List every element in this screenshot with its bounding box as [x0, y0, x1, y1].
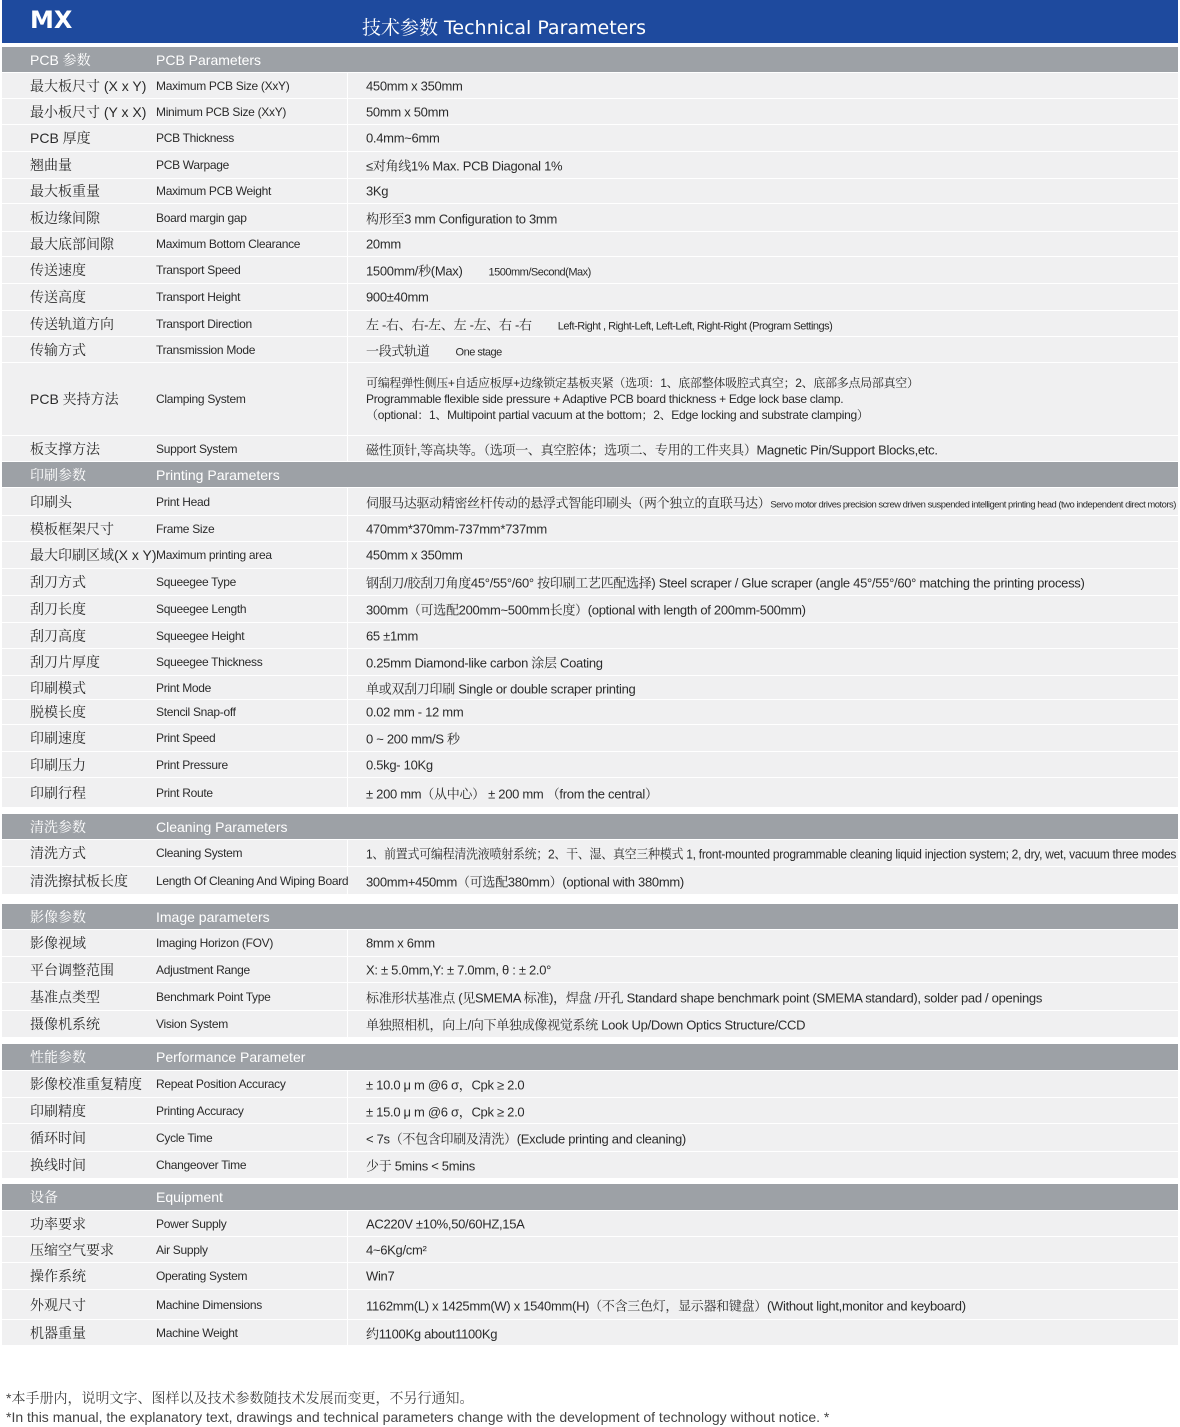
column-divider	[347, 649, 348, 675]
parameter-value	[366, 729, 460, 748]
value-text: 300mm+450mm（可选配380mm）(optional with 380mm)	[366, 874, 684, 889]
column-divider	[347, 676, 348, 699]
value-text: 0 ~ 200 mm/S 秒	[366, 731, 460, 747]
section-title-cn: 印刷参数	[30, 466, 86, 483]
parameter-value	[366, 871, 684, 890]
column-divider	[347, 363, 348, 435]
parameter-name-cn: 刮刀长度	[30, 601, 86, 617]
parameter-name-cn: 机器重量	[30, 1324, 86, 1341]
parameter-name-cn: 传送高度	[30, 289, 86, 305]
parameter-name-cn: 板边缘间隙	[30, 209, 100, 226]
parameter-name-cn: 印刷压力	[30, 756, 86, 773]
value-text: 450mm x 350mm	[366, 547, 463, 563]
parameter-value	[366, 1156, 475, 1175]
value-text: 钢刮刀/胶刮刀角度45°/55°/60° 按印刷工艺匹配选择) Steel scraper / Glue scraper (angle 45°/55°/60° matching the printing process)	[366, 575, 1085, 591]
value-text: 65 ±1mm	[366, 628, 418, 643]
value-text: Win7	[366, 1268, 395, 1284]
table-row	[2, 867, 1178, 894]
parameter-name-cn: 基准点类型	[30, 988, 100, 1005]
table-row	[2, 840, 1178, 866]
table-row	[2, 676, 1178, 699]
value-text: 左 -右、右-左、左 -左、右 -右	[366, 317, 532, 332]
table-row	[2, 957, 1178, 982]
section-header	[2, 47, 1178, 72]
section-title-en: Printing Parameters	[156, 466, 280, 483]
table-row	[2, 1211, 1178, 1236]
section-title-cn: 性能参数	[30, 1049, 86, 1065]
value-subtext: Servo motor drives precision screw driven suspended intelligent printing head (two independent direct motors)	[770, 499, 1176, 510]
value-subtext: 1500mm/Second(Max)	[488, 266, 591, 279]
parameter-value	[366, 1295, 966, 1314]
column-divider	[347, 1320, 348, 1345]
column-divider	[347, 596, 348, 622]
column-divider	[347, 623, 348, 648]
value-text: 单或双刮刀印刷 Single or double scraper printing	[366, 681, 636, 696]
parameter-name-cn: 压缩空气要求	[30, 1241, 114, 1258]
parameter-name-en: Support System	[156, 441, 238, 456]
value-line: （optional：1、Multipoint partial vacuum at the bottom；2、Edge locking and substrate clamping）	[366, 408, 869, 422]
parameter-value	[366, 844, 1176, 863]
column-divider	[347, 257, 348, 283]
table-row	[2, 99, 1178, 124]
column-divider	[347, 125, 348, 151]
parameter-value	[366, 653, 603, 672]
table-row	[2, 1263, 1178, 1289]
table-row	[2, 204, 1178, 231]
value-text: 磁性顶针,等高块等。（选项一、真空腔体；选项二、专用的工件夹具）Magnetic Pin/Support Blocks,etc.	[366, 442, 938, 457]
column-divider	[347, 983, 348, 1010]
value-text: 900±40mm	[366, 289, 429, 305]
parameter-name-cn: 最大板重量	[30, 183, 100, 199]
table-row	[2, 436, 1178, 461]
value-text: 0.25mm Diamond-like carbon 涂层 Coating	[366, 655, 603, 671]
column-divider	[347, 930, 348, 956]
parameter-name-cn: 清洗方式	[30, 845, 86, 861]
parameter-name-cn: 清洗擦拭板长度	[30, 872, 128, 889]
parameter-name-en: Transport Direction	[156, 316, 252, 331]
parameter-name-cn: 摄像机系统	[30, 1016, 100, 1032]
column-divider	[347, 1263, 348, 1289]
value-text: ± 200 mm（从中心） ± 200 mm （from the central）	[366, 786, 658, 801]
section-title-cn: PCB 参数	[30, 51, 91, 68]
parameter-name-cn: 传送轨道方向	[30, 315, 114, 332]
parameter-name-en: Repeat Position Accuracy	[156, 1077, 286, 1091]
table-row	[2, 1320, 1178, 1345]
value-text: ± 15.0 μ m @6 σ，Cpk ≥ 2.0	[366, 1104, 525, 1119]
table-row	[2, 1152, 1178, 1178]
table-row	[2, 363, 1178, 435]
table-row	[2, 1071, 1178, 1097]
parameter-value	[366, 237, 401, 252]
parameter-name-en: Board margin gap	[156, 210, 247, 225]
section-title-en: PCB Parameters	[156, 51, 262, 68]
table-row	[2, 569, 1178, 595]
parameter-name-en: Print Head	[156, 494, 210, 509]
parameter-name-en: Transport Height	[156, 290, 241, 304]
parameter-name-en: Stencil Snap-off	[156, 705, 236, 719]
column-divider	[347, 488, 348, 515]
value-text: AC220V ±10%,50/60HZ,15A	[366, 1216, 525, 1231]
parameter-name-en: Benchmark Point Type	[156, 989, 271, 1004]
table-row	[2, 596, 1178, 622]
parameter-name-cn: 脱模长度	[30, 704, 86, 720]
parameter-name-cn: 刮刀方式	[30, 574, 86, 590]
parameter-name-en: Squeegee Length	[156, 602, 247, 616]
title-bar	[2, 0, 1178, 43]
table-row	[2, 1098, 1178, 1123]
section-title-en: Performance Parameter	[156, 1049, 306, 1065]
value-text: 0.4mm~6mm	[366, 130, 440, 146]
column-divider	[347, 1152, 348, 1178]
column-divider	[347, 311, 348, 336]
value-text: 0.02 mm - 12 mm	[366, 704, 464, 720]
table-row	[2, 1011, 1178, 1037]
table-row	[2, 284, 1178, 310]
parameter-value	[366, 208, 557, 227]
parameter-name-cn: 换线时间	[30, 1157, 86, 1173]
parameter-name-en: Maximum PCB Size (XxY)	[156, 78, 290, 93]
value-text: 450mm x 350mm	[366, 78, 463, 93]
value-subtext: Left-Right , Right-Left, Left-Left, Right-Right (Program Settings)	[557, 320, 833, 332]
parameter-name-cn: 外观尺寸	[30, 1296, 86, 1313]
parameter-name-en: Machine Dimensions	[156, 1297, 262, 1312]
parameter-value	[366, 1269, 394, 1284]
value-text: 伺服马达驱动精密丝杆传动的悬浮式智能印刷头（两个独立的直联马达）	[366, 495, 771, 510]
parameter-name-cn: 传输方式	[30, 341, 86, 358]
parameter-name-cn: 循环时间	[30, 1129, 86, 1146]
parameter-value	[366, 314, 832, 333]
table-row	[2, 752, 1178, 777]
column-divider	[347, 516, 348, 541]
value-text: 1162mm(L) x 1425mm(W) x 1540mm(H)（不含三色灯，显示器和键盘）(Without light,monitor and keyboard)	[366, 1298, 966, 1313]
parameter-name-cn: 功率要求	[30, 1215, 86, 1232]
parameter-name-en: Squeegee Thickness	[156, 655, 263, 669]
parameter-name-cn: 翘曲量	[30, 157, 72, 173]
parameter-name-en: Maximum PCB Weight	[156, 184, 272, 198]
parameter-value	[366, 936, 435, 951]
table-row	[2, 649, 1178, 675]
section-title-cn: 设备	[30, 1189, 58, 1205]
parameter-name-en: Print Pressure	[156, 757, 228, 772]
value-text: 一段式轨道	[366, 343, 430, 358]
value-text: 470mm*370mm-737mm*737mm	[366, 521, 547, 536]
parameter-value	[366, 705, 463, 720]
column-divider	[347, 1071, 348, 1097]
column-divider	[347, 73, 348, 98]
parameter-name-cn: 印刷速度	[30, 730, 86, 746]
value-text: X: ± 5.0mm,Y: ± 7.0mm, θ : ± 2.0°	[366, 962, 552, 977]
value-text: 20mm	[366, 236, 401, 252]
table-row	[2, 725, 1178, 751]
section-header	[2, 1044, 1178, 1070]
parameter-value	[366, 1075, 524, 1094]
parameter-name-en: Machine Weight	[156, 1325, 238, 1340]
table-row	[2, 623, 1178, 648]
value-text: 300mm（可选配200mm~500mm长度）(optional with length of 200mm-500mm)	[366, 602, 806, 618]
parameter-value	[366, 962, 551, 977]
parameter-name-en: Transmission Mode	[156, 342, 256, 357]
value-text: 标准形状基准点 (见SMEMA 标准)，焊盘 /开孔 Standard shape benchmark point (SMEMA standard), solder pad / openings	[366, 990, 1043, 1005]
parameter-name-en: Frame Size	[156, 521, 215, 536]
value-text: 3Kg	[366, 183, 389, 199]
parameter-name-en: Print Speed	[156, 731, 216, 745]
parameter-name-en: Squeegee Height	[156, 628, 245, 643]
parameter-value	[366, 573, 1085, 592]
value-text: ≤对角线1% Max. PCB Diagonal 1%	[366, 158, 563, 174]
column-divider	[347, 542, 348, 568]
column-divider	[347, 725, 348, 751]
parameter-name-cn: PCB 夹持方法	[30, 391, 119, 407]
section-title-en: Image parameters	[156, 908, 270, 925]
parameter-value	[366, 261, 591, 280]
parameter-name-cn: 印刷行程	[30, 784, 86, 801]
table-row	[2, 337, 1178, 362]
table-row	[2, 700, 1178, 724]
table-row	[2, 983, 1178, 1010]
value-text: 1500mm/秒(Max)	[366, 263, 463, 279]
parameter-name-cn: 影像视域	[30, 935, 86, 951]
table-row	[2, 1124, 1178, 1151]
value-text: 8mm x 6mm	[366, 935, 435, 951]
section-title-cn: 清洗参数	[30, 818, 86, 835]
column-divider	[347, 1098, 348, 1123]
parameter-name-cn: 印刷模式	[30, 679, 86, 696]
parameter-value	[366, 1242, 427, 1257]
parameter-value	[366, 987, 1042, 1006]
parameter-name-en: Minimum PCB Size (XxY)	[156, 104, 287, 119]
parameter-name-cn: 平台调整范围	[30, 961, 114, 978]
parameter-name-en: Squeegee Type	[156, 575, 236, 589]
parameter-value	[366, 104, 449, 119]
parameter-value	[366, 290, 429, 305]
parameter-value	[366, 783, 658, 802]
parameter-name-en: Maximum Bottom Clearance	[156, 237, 301, 251]
column-divider	[347, 436, 348, 461]
table-row	[2, 488, 1178, 515]
column-divider	[347, 1124, 348, 1151]
parameter-name-cn: 印刷精度	[30, 1102, 86, 1119]
table-row	[2, 257, 1178, 283]
parameter-value	[366, 375, 919, 423]
column-divider	[347, 1237, 348, 1262]
parameter-name-cn: 模板框架尺寸	[30, 520, 114, 537]
parameter-value	[366, 1216, 525, 1231]
parameter-name-en: Operating System	[156, 1269, 248, 1283]
parameter-value	[366, 340, 502, 359]
parameter-name-cn: 板支撑方法	[30, 440, 100, 457]
column-divider	[347, 284, 348, 310]
value-text: 0.5kg- 10Kg	[366, 757, 433, 772]
parameter-name-cn: 刮刀高度	[30, 627, 86, 644]
value-text: 构形至3 mm Configuration to 3mm	[366, 211, 557, 226]
column-divider	[347, 840, 348, 866]
column-divider	[347, 204, 348, 231]
parameter-value	[366, 548, 463, 563]
column-divider	[347, 99, 348, 124]
value-text: 4~6Kg/cm²	[366, 1242, 427, 1257]
section-title-cn: 影像参数	[30, 908, 86, 925]
column-divider	[347, 752, 348, 777]
parameter-name-en: Changeover Time	[156, 1158, 247, 1172]
table-row	[2, 542, 1178, 568]
page-title: 技术参数 Technical Parameters	[362, 17, 647, 39]
section-title-en: Equipment	[156, 1189, 223, 1205]
section-title-en: Cleaning Parameters	[156, 818, 288, 835]
parameter-value	[366, 678, 635, 697]
parameter-name-cn: 印刷头	[30, 493, 72, 510]
value-text: 少于 5mins < 5mins	[366, 1158, 475, 1174]
parameter-value	[366, 78, 463, 93]
value-text: < 7s（不包含印刷及清洗）(Exclude printing and cleaning)	[366, 1131, 686, 1146]
parameter-name-en: Power Supply	[156, 1216, 227, 1231]
parameter-name-en: Air Supply	[156, 1242, 208, 1257]
column-divider	[347, 700, 348, 724]
parameter-name-en: Clamping System	[156, 392, 246, 406]
parameter-value	[366, 1323, 497, 1342]
parameter-name-cn: 最大板尺寸 (X x Y)	[30, 77, 147, 94]
section-header	[2, 462, 1178, 487]
parameter-value	[366, 184, 388, 199]
table-row	[2, 179, 1178, 203]
parameter-value	[366, 1015, 805, 1034]
parameter-name-en: PCB Warpage	[156, 158, 229, 172]
value-line: 可编程弹性侧压+自适应板厚+边缘锁定基板夹紧（选项：1、底部整体吸腔式真空；2、底部多点局部真空）	[366, 376, 919, 390]
value-line: Programmable flexible side pressure + Adaptive PCB board thickness + Edge lock base clamp.	[366, 392, 844, 406]
parameter-name-cn: 最大印刷区域(X x Y)	[30, 547, 157, 563]
parameter-value	[366, 1101, 524, 1120]
column-divider	[347, 778, 348, 807]
value-text: 50mm x 50mm	[366, 104, 449, 119]
parameter-name-cn: 最小板尺寸 (Y x X)	[30, 103, 147, 120]
parameter-name-en: Printing Accuracy	[156, 1103, 244, 1118]
parameter-name-en: Length Of Cleaning And Wiping Board	[156, 873, 349, 888]
column-divider	[347, 569, 348, 595]
parameter-name-cn: PCB 厚度	[30, 130, 91, 146]
section-header	[2, 904, 1178, 929]
parameter-value	[366, 131, 440, 146]
table-row	[2, 930, 1178, 956]
parameter-value	[366, 439, 938, 458]
parameter-value	[366, 521, 547, 536]
value-text: 约1100Kg about1100Kg	[366, 1326, 498, 1341]
value-subtext: One stage	[455, 346, 502, 358]
table-row	[2, 73, 1178, 98]
parameter-name-en: Maximum printing area	[156, 548, 272, 562]
section-header	[2, 1184, 1178, 1210]
column-divider	[347, 1290, 348, 1319]
table-row	[2, 1290, 1178, 1319]
parameter-value	[366, 1128, 686, 1147]
column-divider	[347, 179, 348, 203]
parameter-name-cn: 最大底部间隙	[30, 236, 114, 252]
column-divider	[347, 232, 348, 256]
column-divider	[347, 1211, 348, 1236]
parameter-name-cn: 刮刀片厚度	[30, 654, 100, 670]
parameter-name-en: PCB Thickness	[156, 131, 234, 145]
model-name: MX	[30, 6, 73, 34]
column-divider	[347, 152, 348, 178]
parameter-name-en: Vision System	[156, 1017, 228, 1031]
parameter-name-cn: 传送速度	[30, 262, 86, 278]
table-row	[2, 311, 1178, 336]
parameter-name-en: Imaging Horizon (FOV)	[156, 936, 274, 950]
parameter-name-en: Adjustment Range	[156, 962, 250, 977]
section-header	[2, 814, 1178, 839]
table-row	[2, 778, 1178, 807]
parameter-name-cn: 操作系统	[30, 1268, 86, 1284]
table-row	[2, 516, 1178, 541]
table-row	[2, 125, 1178, 151]
parameter-name-en: Print Mode	[156, 680, 212, 695]
parameter-name-cn: 影像校准重复精度	[30, 1076, 142, 1092]
parameter-value	[366, 600, 806, 619]
footer-note-en: *In this manual, the explanatory text, drawings and technical parameters change with the development of technology without notice. *	[6, 1409, 830, 1425]
value-text: 单独照相机，向上/向下单独成像视觉系统 Look Up/Down Optics Structure/CCD	[366, 1017, 806, 1033]
value-text: 1、前置式可编程清洗液喷射系统；2、干、湿、真空三种模式 1, front-mounted programmable cleaning liquid injection system; 2, dry, wet, vacuum three modes	[366, 846, 1177, 862]
parameter-value	[366, 156, 562, 175]
value-text: ± 10.0 μ m @6 σ，Cpk ≥ 2.0	[366, 1077, 525, 1093]
parameter-name-en: Print Route	[156, 785, 213, 800]
parameter-name-en: Transport Speed	[156, 263, 241, 277]
parameter-value	[366, 757, 433, 772]
footer-note-cn: *本手册内，说明文字、图样以及技术参数随技术发展而变更，不另行通知。	[6, 1390, 474, 1406]
table-row	[2, 152, 1178, 178]
parameter-name-en: Cycle Time	[156, 1130, 213, 1145]
column-divider	[347, 337, 348, 362]
parameter-value	[366, 628, 418, 643]
column-divider	[347, 1011, 348, 1037]
parameter-value	[366, 492, 1176, 511]
table-row	[2, 1237, 1178, 1262]
table-row	[2, 232, 1178, 256]
column-divider	[347, 957, 348, 982]
parameter-name-en: Cleaning System	[156, 846, 243, 860]
